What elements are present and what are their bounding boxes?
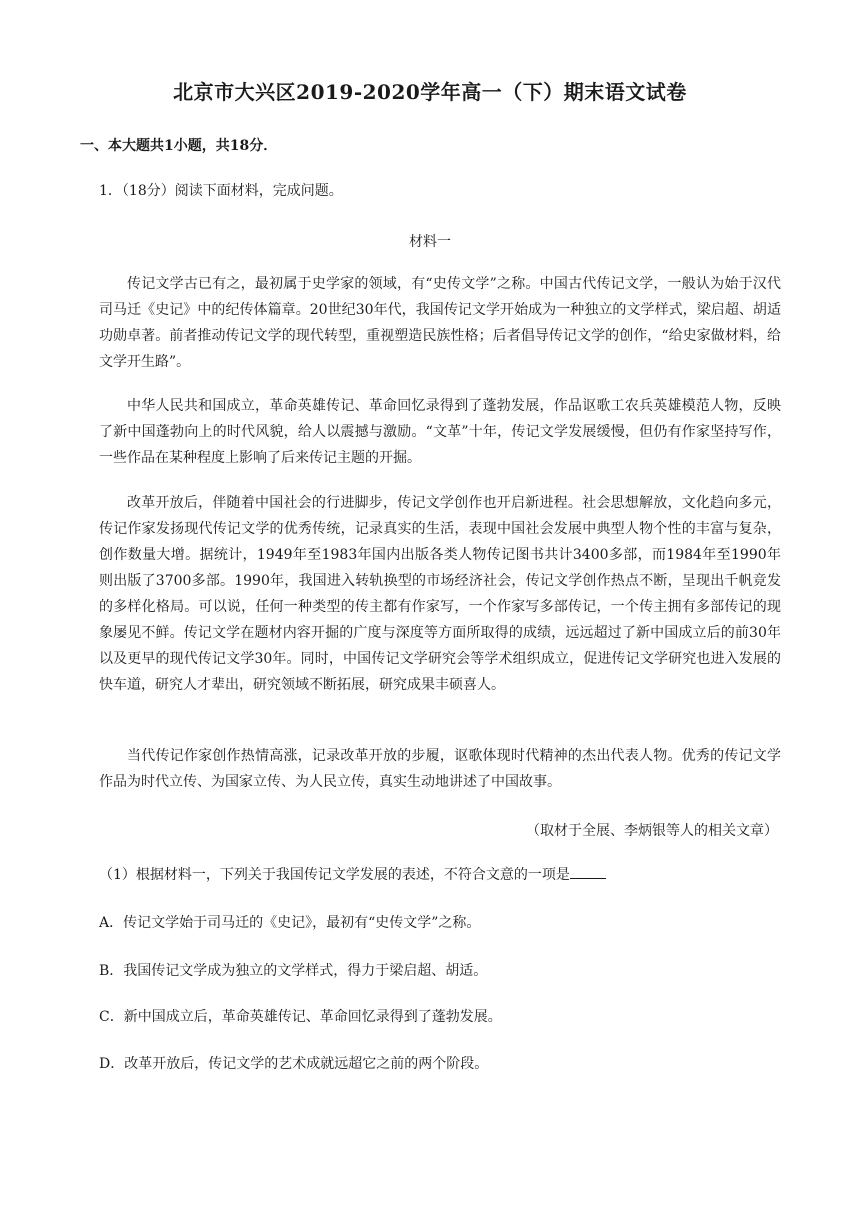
material-source: （取材于全展、李炳银等人的相关文章） [526,823,778,839]
sub-question-stem: （1）根据材料一，下列关于我国传记文学发展的表述，不符合文意的一项是 [99,867,570,883]
material-heading: 材料一 [409,234,451,250]
question-prompt: 1．（18分）阅读下面材料，完成问题。 [99,183,343,199]
answer-blank[interactable] [570,864,606,879]
material-paragraph-4: 当代传记作家创作热情高涨，记录改革开放的步履，讴歌体现时代精神的杰出代表人物。优秀的传记文学作品为时代立传、为国家立传、为人民立传，真实生动地讲述了中国故事。 [99,748,781,790]
page-title: 北京市大兴区2019-2020学年高一（下）期末语文试卷 [173,80,687,104]
option-b: B．我国传记文学成为独立的文学样式，得力于梁启超、胡适。 [99,963,488,979]
material-paragraph-2: 中华人民共和国成立，革命英雄传记、革命回忆录得到了蓬勃发展，作品讴歌工农兵英雄模范人物，反映了新中国蓬勃向上的时代风貌，给人以震撼与激励。“文革”十年，传记文学发展缓慢，但仍有作家坚持写作，一些作品在某种程度上影响了后来传记主题的开掘。 [99,398,781,466]
option-a: A．传记文学始于司马迁的《史记》，最初有“史传文学”之称。 [99,915,481,931]
sub-question [99,864,606,884]
material-paragraph-3: 改革开放后，伴随着中国社会的行进脚步，传记文学创作也开启新进程。社会思想解放，文化趋向多元，传记作家发扬现代传记文学的优秀传统，记录真实的生活，表现中国社会发展中典型人物个性的丰富与复杂，创作数量大增。据统计，1949年至1983年国内出版各类人物传记图书共计3400多部，而1984年至1990年则出版了3700多部。1990年，我国进入转轨换型的市场经济社会，传记文学创作热点不断，呈现出千帆竞发的多样化格局。可以说，任何一种类型的传主都有作家写，一个作家写多部传记，一个传主拥有多部传记的现象屡见不鲜。传记文学在题材内容开掘的广度与深度等方面所取得的成绩，远远超过了新中国成立后的前30年以及更早的现代传记文学30年。同时，中国传记文学研究会等学术组织成立，促进传记文学研究也进入发展的快车道，研究人才辈出，研究领域不断拓展，研究成果丰硕喜人。 [99,495,781,693]
option-d: D．改革开放后，传记文学的艺术成就远超它之前的两个阶段。 [99,1056,489,1072]
material-paragraph-1: 传记文学古已有之，最初属于史学家的领域，有“史传文学”之称。中国古代传记文学，一般认为始于汉代司马迁《史记》中的纪传体篇章。20世纪30年代，我国传记文学开始成为一种独立的文学样式，梁启超、胡适功勋卓著。前者推动传记文学的现代转型，重视塑造民族性格；后者倡导传记文学的创作，“给史家做材料，给文学开生路”。 [99,276,781,370]
option-c: C．新中国成立后，革命英雄传记、革命回忆录得到了蓬勃发展。 [99,1009,502,1025]
section-heading: 一、本大题共1小题，共18分． [80,138,278,154]
